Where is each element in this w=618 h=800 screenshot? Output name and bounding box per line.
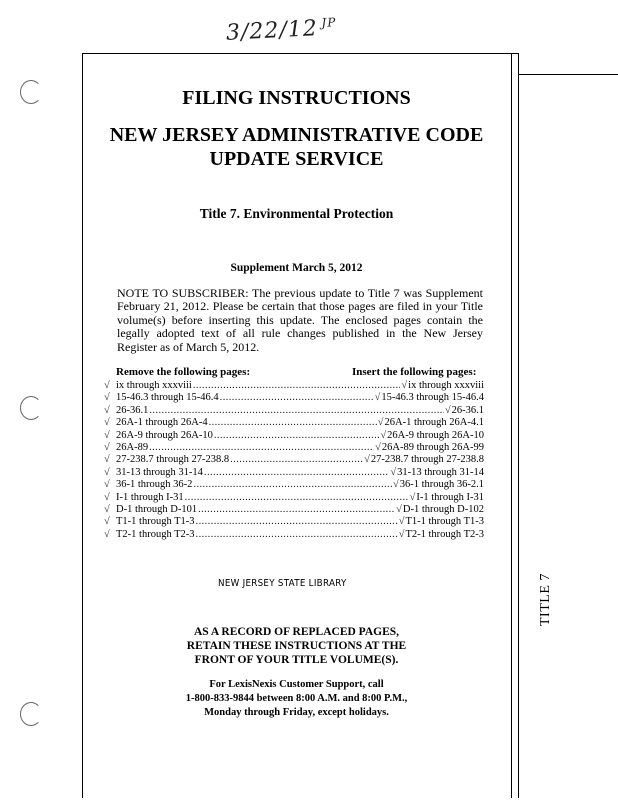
leader-dots [193, 380, 401, 392]
page-row [104, 454, 484, 466]
remove-check-mark-icon: √ [104, 417, 110, 429]
insert-pages-range: 26A-9 through 26A-10 [387, 429, 484, 441]
remove-pages-range: 26A-9 through 26A-10 [116, 429, 213, 441]
remove-pages-range: 27-238.7 through 27-238.8 [116, 454, 230, 466]
remove-check-mark-icon: √ [104, 466, 110, 478]
support-line-1: For LexisNexis Customer Support, call [209, 679, 384, 690]
page-frame-right-outer [518, 53, 519, 798]
remove-check-mark-icon: √ [104, 392, 110, 404]
remove-pages-range: 26A-89 [116, 441, 149, 453]
remove-check-mark-icon: √ [104, 441, 110, 453]
insert-check-mark-icon: √ [390, 466, 397, 478]
insert-pages-range: 27-238.7 through 27-238.8 [370, 454, 484, 466]
insert-check-mark-icon: √ [398, 516, 405, 528]
insert-check-mark-icon: √ [377, 417, 384, 429]
remove-pages-range: D-1 through D-101 [116, 503, 198, 515]
leader-dots [149, 442, 374, 454]
tab-divider-line [518, 74, 618, 75]
punch-hole-middle [20, 396, 42, 420]
remove-check-mark-icon: √ [104, 491, 110, 503]
remove-pages-range: ix through xxxviii [116, 380, 192, 391]
support-line-2: 1-800-833-9844 between 8:00 A.M. and 8:00 P.M., [185, 693, 408, 704]
page-row [104, 492, 484, 504]
insert-check-mark-icon: √ [409, 491, 416, 503]
note-to-subscriber: NOTE TO SUBSCRIBER: The previous update to Title 7 was Supplement February 21, 2012. Please be certain that those pages are filed in your Title volume(s) before inserting this update. The enclosed pages contain the legally adopted text of all rule changes published in the New Jersey Register as of March 5, 2012. [117, 286, 483, 354]
insert-pages-range: 26A-89 through 26A-99 [381, 441, 484, 453]
remove-pages-header: Remove the following pages: [116, 366, 251, 378]
page-frame-top [82, 53, 518, 54]
remove-pages-range: 26A-1 through 26A-4 [116, 417, 208, 429]
remove-check-mark-icon: √ [104, 429, 110, 441]
insert-check-mark-icon: √ [374, 392, 381, 404]
leader-dots [220, 392, 374, 404]
leader-dots [149, 405, 443, 417]
insert-pages-range: 31-13 through 31-14 [397, 466, 484, 478]
remove-pages-range: T2-1 through T2-3 [116, 528, 195, 540]
leader-dots [204, 467, 389, 479]
record-line-2: RETAIN THESE INSTRUCTIONS AT THE [186, 640, 407, 652]
record-line-3: FRONT OF YOUR TITLE VOLUME(S). [194, 654, 399, 666]
insert-check-mark-icon: √ [364, 454, 370, 466]
insert-check-mark-icon: √ [398, 528, 405, 540]
punch-hole-top [20, 80, 42, 104]
document-title: FILING INSTRUCTIONS [182, 87, 411, 109]
insert-pages-range: 36-1 through 36-2.1 [399, 479, 484, 491]
remove-pages-range: I-1 through I-31 [116, 491, 184, 503]
page-row [104, 516, 484, 528]
remove-check-mark-icon: √ [104, 404, 110, 416]
insert-pages-range: 15-46.3 through 15-46.4 [381, 392, 484, 404]
page-row [104, 392, 484, 404]
document-subtitle-line1: NEW JERSEY ADMINISTRATIVE CODE [109, 124, 484, 146]
insert-check-mark-icon: √ [380, 429, 387, 441]
insert-check-mark-icon: √ [401, 380, 408, 391]
title-section: Title 7. Environmental Protection [199, 206, 394, 221]
insert-pages-range: T1-1 through T1-3 [405, 516, 484, 528]
insert-pages-range: 26-36.1 [451, 404, 484, 416]
record-line-1: AS A RECORD OF REPLACED PAGES, [193, 626, 400, 638]
remove-check-mark-icon: √ [104, 528, 110, 540]
leader-dots [196, 516, 398, 528]
leader-dots [214, 430, 380, 442]
remove-pages-range: 36-1 through 36-2 [116, 479, 193, 491]
library-stamp: NEW JERSEY STATE LIBRARY [218, 578, 347, 589]
leader-dots [193, 479, 392, 491]
insert-check-mark-icon: √ [392, 479, 399, 491]
handwritten-initials: JP [321, 15, 337, 30]
insert-check-mark-icon: √ [375, 441, 381, 453]
handwritten-date: 3/22/12 $^{JP}$ [225, 15, 337, 46]
leader-dots [185, 492, 409, 504]
insert-pages-header: Insert the following pages: [352, 366, 477, 378]
document-subtitle-line2: UPDATE SERVICE [209, 148, 384, 170]
leader-dots [230, 454, 363, 466]
insert-check-mark-icon: √ [396, 503, 402, 515]
support-line-3: Monday through Friday, except holidays. [204, 707, 389, 718]
remove-check-mark-icon: √ [104, 503, 110, 515]
page-row [104, 442, 484, 454]
remove-check-mark-icon: √ [104, 479, 110, 491]
page-row [104, 529, 484, 541]
remove-check-mark-icon: √ [104, 516, 110, 528]
page-frame-right-inner [511, 53, 512, 798]
insert-pages-range: 26A-1 through 26A-4.1 [384, 417, 484, 429]
remove-check-mark-icon: √ [104, 454, 110, 466]
page-row [104, 430, 484, 442]
page-row [104, 504, 484, 516]
leader-dots [209, 417, 377, 429]
insert-pages-range: I-1 through I-31 [416, 491, 484, 503]
remove-pages-range: 26-36.1 [116, 404, 149, 416]
remove-check-mark-icon: √ [104, 380, 110, 391]
page-row [104, 417, 484, 429]
remove-pages-range: 15-46.3 through 15-46.4 [116, 392, 219, 404]
page-list [104, 380, 484, 541]
remove-pages-range: 31-13 through 31-14 [116, 466, 203, 478]
page-row [104, 380, 484, 392]
leader-dots [198, 504, 395, 516]
insert-pages-range: D-1 through D-102 [402, 503, 484, 515]
title-tab-label: TITLE 7 [538, 573, 553, 626]
insert-pages-range: T2-1 through T2-3 [405, 528, 484, 540]
page-row [104, 405, 484, 417]
page-row [104, 467, 484, 479]
remove-pages-range: T1-1 through T1-3 [116, 516, 195, 528]
insert-pages-range: ix through xxxviii [408, 380, 484, 391]
insert-check-mark-icon: √ [444, 404, 451, 416]
supplement-date: Supplement March 5, 2012 [230, 262, 363, 274]
leader-dots [196, 529, 398, 541]
punch-hole-bottom [20, 702, 42, 726]
page-row [104, 479, 484, 491]
